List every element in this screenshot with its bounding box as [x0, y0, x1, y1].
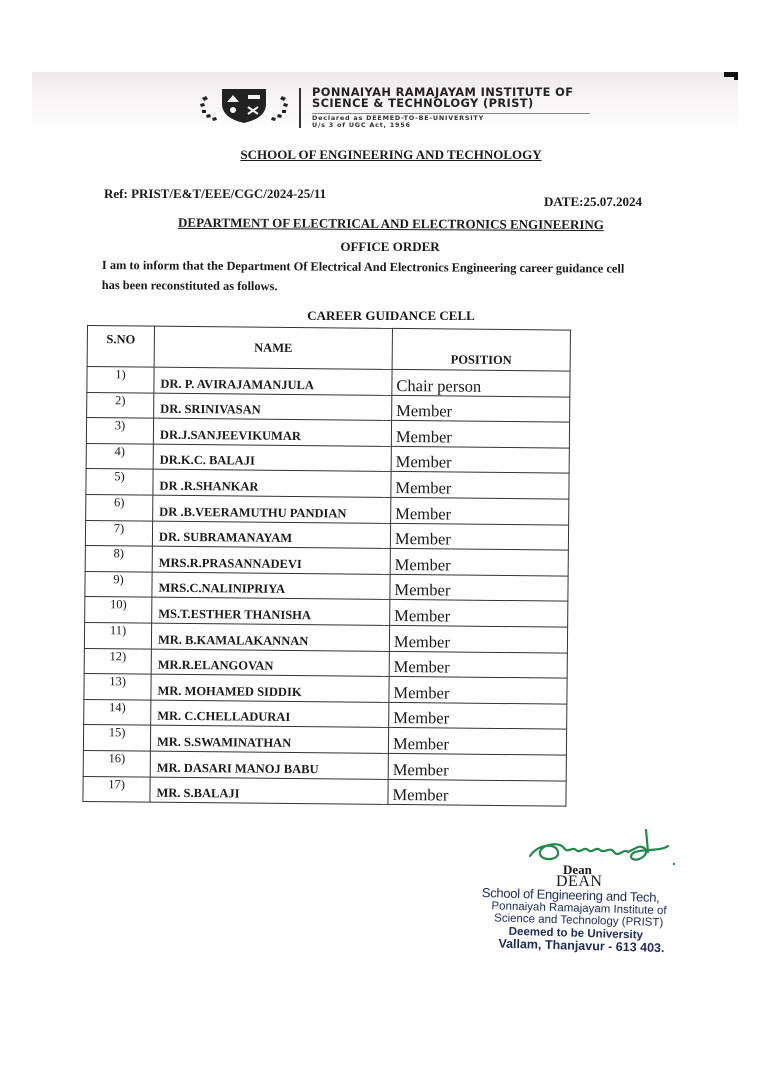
stamp-line-school: School of Engineering and Tech, [481, 885, 660, 905]
member-name: MR. S.BALAJI [150, 777, 388, 805]
member-sno: 10) [85, 597, 152, 623]
member-position: Member [389, 702, 567, 729]
member-position: Member [391, 497, 569, 524]
member-position: Member [391, 421, 569, 448]
stamp-line-institute: Ponnaiyah Ramajayam Institute of [491, 899, 667, 917]
member-position: Member [388, 779, 566, 806]
signatory-title-stamp: DEAN [556, 873, 603, 890]
intro-line1: I am to inform that the Department Of Electrical And Electronics Engineering career guidance cell [101, 257, 625, 276]
member-position: Member [390, 549, 568, 576]
member-position: Member [389, 625, 567, 652]
stamp-line-science: Science and Technology (PRIST) [493, 912, 664, 930]
member-name: DR. SRINIVASAN [154, 393, 392, 421]
department-heading: DEPARTMENT OF ELECTRICAL AND ELECTRONICS ENGINEERING [178, 214, 604, 233]
member-position: Member [391, 446, 569, 473]
header-sno: S.NO [87, 326, 154, 368]
member-sno: 11) [84, 622, 151, 648]
signature-icon [528, 826, 678, 872]
member-sno: 12) [84, 648, 151, 674]
member-name: DR.J.SANJEEVIKUMAR [153, 418, 391, 446]
member-sno: 1) [87, 367, 154, 393]
intro-line2: has been reconstituted as follows. [101, 277, 278, 294]
member-position: Member [389, 677, 567, 704]
office-order-title: OFFICE ORDER [340, 239, 440, 254]
document-date: DATE:25.07.2024 [544, 194, 642, 209]
member-name: MR. DASARI MANOJ BABU [150, 751, 388, 779]
member-sno: 4) [86, 443, 153, 469]
institute-name-line2: SCIENCE & TECHNOLOGY (PRIST) [312, 96, 534, 110]
member-name: MR. C.CHELLADURAI [151, 700, 389, 728]
member-sno: 14) [84, 699, 151, 725]
member-position: Member [388, 728, 566, 755]
career-guidance-cell-title: CAREER GUIDANCE CELL [307, 308, 475, 323]
member-name: DR. SUBRAMANAYAM [152, 521, 390, 549]
signatory-title-small: Dean [563, 862, 592, 877]
member-position: Member [392, 395, 570, 422]
stamp-line-deemed: Deemed to be University [508, 925, 644, 942]
members-table [82, 325, 571, 807]
table-header-row [87, 326, 570, 372]
member-sno: 7) [85, 520, 152, 546]
members-table-wrapper [82, 325, 571, 807]
member-position: Member [391, 472, 569, 499]
official-stamp [480, 887, 667, 955]
member-sno: 9) [85, 571, 152, 597]
member-name: MR. B.KAMALAKANNAN [151, 623, 389, 651]
member-sno: 13) [84, 674, 151, 700]
member-position: Member [388, 753, 566, 780]
institute-declaration [312, 115, 484, 129]
reference-number: Ref: PRIST/E&T/EEE/CGC/2024-25/11 [104, 186, 327, 201]
member-name: MS.T.ESTHER THANISHA [152, 597, 390, 625]
member-position: Member [390, 574, 568, 601]
member-name: DR.K.C. BALAJI [153, 444, 391, 472]
member-name: MRS.C.NALINIPRIYA [152, 572, 390, 600]
member-sno: 16) [83, 750, 150, 776]
member-name: DR .B.VEERAMUTHU PANDIAN [153, 495, 391, 523]
declaration-line1: Declared as DEEMED-TO-BE-UNIVERSITY [312, 114, 485, 122]
member-sno: 6) [86, 494, 153, 520]
member-name: DR .R.SHANKAR [153, 470, 391, 498]
member-sno: 2) [87, 392, 154, 418]
member-position: Member [390, 523, 568, 550]
institute-name-line1: PONNAIYAH RAMAJAYAM INSTITUTE OF [312, 85, 574, 99]
scan-corner-mark [724, 72, 738, 77]
stamp-line-address: Vallam, Thanjavur - 613 403. [498, 936, 665, 956]
intro-paragraph [102, 255, 692, 299]
school-heading: SCHOOL OF ENGINEERING AND TECHNOLOGY [240, 147, 542, 162]
letterhead-divider [299, 88, 301, 128]
member-name: MR. S.SWAMINATHAN [150, 725, 388, 753]
member-sno: 8) [85, 546, 152, 572]
member-name: MRS.R.PRASANNADEVI [152, 546, 390, 574]
member-position: Member [390, 600, 568, 627]
member-position: Member [389, 651, 567, 678]
member-sno: 15) [83, 725, 150, 751]
member-sno: 17) [83, 776, 150, 802]
institute-name [312, 87, 573, 109]
member-position: Chair person [392, 369, 570, 396]
header-name: NAME [154, 326, 392, 369]
member-sno: 5) [86, 469, 153, 495]
member-sno: 3) [86, 418, 153, 444]
header-position: POSITION [392, 328, 570, 371]
member-name: MR. MOHAMED SIDDIK [151, 674, 389, 702]
declaration-line2: U/s 3 of UGC Act, 1956 [312, 121, 411, 129]
member-name: DR. P. AVIRAJAMANJULA [154, 367, 392, 395]
member-name: MR.R.ELANGOVAN [151, 649, 389, 677]
table-row [83, 776, 566, 806]
university-crest-icon [196, 86, 292, 124]
